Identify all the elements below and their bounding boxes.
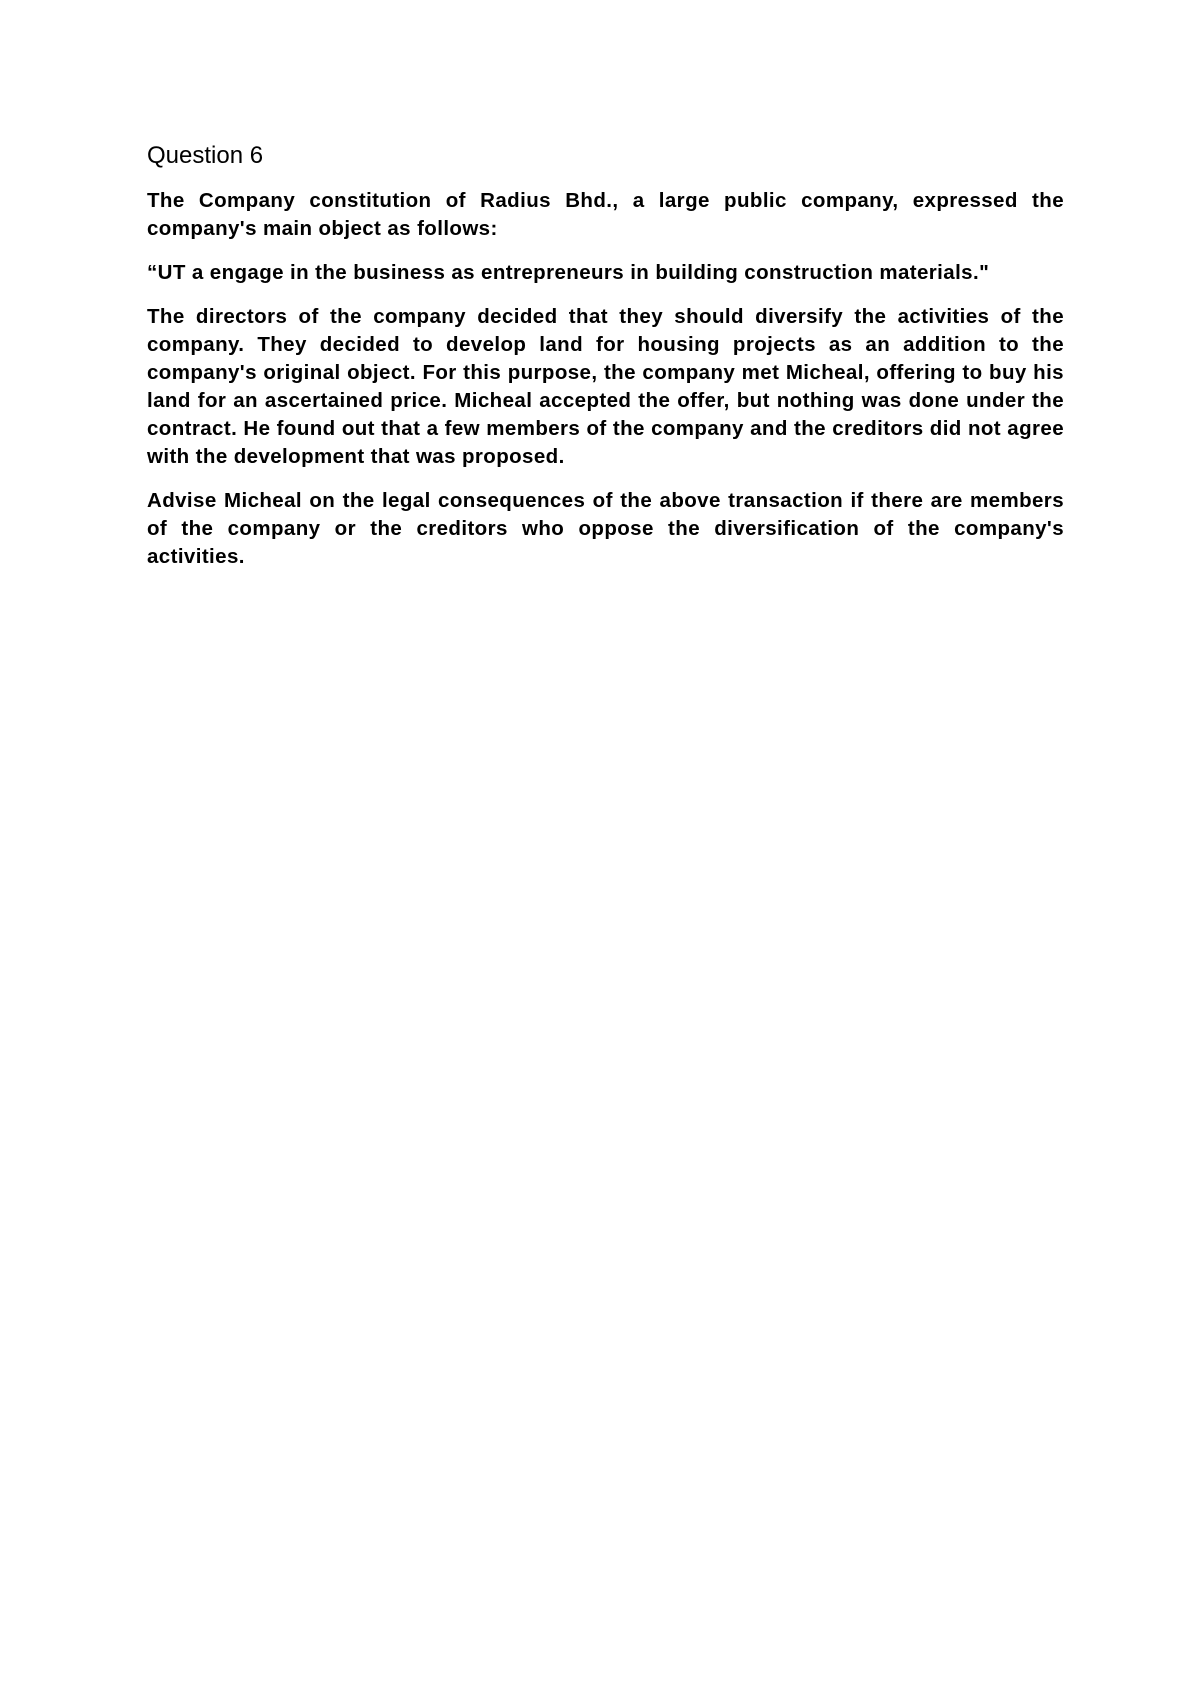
paragraph-directors-diversify: The directors of the company decided that they should diversify the activities of the company. They decided to develop land for housing projects as an addition to the company's original object. For this purpose, the company met Micheal, offering to buy his land for an ascertained price. Micheal accepted the offer, but nothing was done under the contract. He found out that a few members of the company and the creditors did not agree with the development that was proposed. — [147, 305, 1064, 469]
paragraph-main-object-quote: “UT a engage in the business as entrepreneurs in building construction materials." — [147, 261, 990, 285]
paragraph-advise-micheal: Advise Micheal on the legal consequences of the above transaction if there are members of the company or the creditors who oppose the diversification of the company's activities. — [147, 489, 1064, 569]
question-block — [147, 140, 1064, 587]
paragraph-company-constitution: The Company constitution of Radius Bhd., a large public company, expressed the company's main object as follows: — [147, 189, 1064, 241]
question-title: Question 6 — [147, 142, 264, 169]
